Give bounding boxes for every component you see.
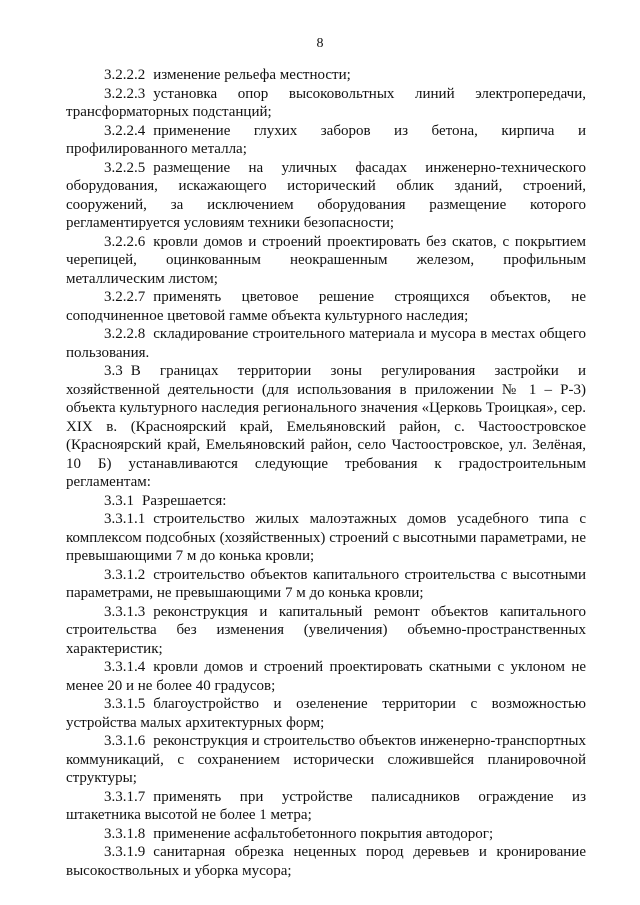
clause-text: реконструкция и капитальный ремонт объектов капитального строительства без изменения (увеличения) объемно-пространственных характеристик;: [66, 603, 586, 657]
clause-number: 3.3.1: [104, 492, 134, 509]
clause-number: 3.2.2.4: [104, 122, 146, 139]
clause-number: 3.2.2.6: [104, 233, 146, 250]
clause-3-3-1-6: [66, 732, 586, 788]
clause-3-3: [66, 362, 586, 492]
clause-text: складирование строительного материала и мусора в местах общего пользования.: [66, 326, 586, 361]
clause-text: кровли домов и строений проектировать без скатов, с покрытием черепицей, оцинкованным неокрашенным железом, профильным металлическим листом;: [66, 233, 586, 287]
clause-3-2-2-3: [66, 85, 586, 122]
clause-text: санитарная обрезка неценных пород деревьев и кронирование высокоствольных и уборка мусора;: [66, 844, 586, 879]
clause-3-3-1-3: [66, 603, 586, 659]
clause-number: 3.2.2.8: [104, 326, 146, 342]
clause-3-3-1-1: [66, 510, 586, 566]
clause-3-3-1-9: [66, 843, 586, 880]
clause-number: 3.2.2.2: [104, 67, 146, 83]
clause-number: 3.3.1.2: [104, 566, 146, 583]
clause-3-3-1-2: [66, 566, 586, 603]
document-body: [66, 66, 586, 880]
page-number: 8: [316, 36, 324, 51]
clause-number: 3.3.1.9: [104, 844, 146, 860]
clause-3-2-2-6: [66, 233, 586, 289]
clause-text: применять при устройстве палисадников ограждение из штакетника высотой не более 1 метра;: [66, 788, 586, 823]
clause-number: 3.2.2.7: [104, 289, 146, 305]
clause-number: 3.3.1.1: [104, 511, 146, 527]
clause-number: 3.3.1.7: [104, 788, 146, 805]
clause-text: установка опор высоковольтных линий электропередачи, трансформаторных подстанций;: [66, 85, 586, 120]
clause-number: 3.2.2.5: [104, 159, 146, 176]
clause-3-2-2-4: [66, 122, 586, 159]
clause-text: строительство объектов капитального строительства с высотными параметрами, не превышающими 7 м до конька кровли;: [66, 566, 586, 601]
clause-3-2-2-2: [66, 66, 586, 85]
clause-text: Разрешается:: [142, 492, 227, 509]
clause-text: благоустройство и озеленение территории с возможностью устройства малых архитектурных форм;: [66, 696, 586, 731]
clause-number: 3.2.2.3: [104, 85, 146, 102]
clause-number: 3.3.1.6: [104, 733, 146, 749]
clause-3-3-1-4: [66, 658, 586, 695]
clause-text: кровли домов и строений проектировать скатными с уклоном не менее 20 и не более 40 градусов;: [66, 659, 586, 694]
clause-number: 3.3.1.4: [104, 659, 146, 675]
clause-3-3-1-7: [66, 788, 586, 825]
clause-3-2-2-5: [66, 159, 586, 233]
clause-text: В границах территории зоны регулирования застройки и хозяйственной деятельности (для использования в приложении № 1 – Р-3) объекта культурного наследия регионального значения «Церковь Троицкая», сер. XIX в. (Красноярский край, Емельяновский район, с. Частоостровское (Красноярский край, Емельяновский район, село Частоостровское, ул. Зелёная, 10 Б) устанавливаются следующие требования к градостроительным регламентам:: [66, 363, 586, 490]
clause-text: размещение на уличных фасадах инженерно-технического оборудования, искажающего исторический облик зданий, строений, сооружений, за исключением оборудования размещение которого регламентируется условиям техники безопасности;: [66, 159, 586, 231]
clause-text: применение асфальтобетонного покрытия автодорог;: [153, 825, 494, 842]
clause-3-3-1: [66, 492, 586, 511]
clause-number: 3.3: [104, 363, 123, 379]
clause-text: реконструкция и строительство объектов инженерно-транспортных коммуникаций, с сохранением исторически сложившейся планировочной структуры;: [66, 733, 586, 786]
clause-3-3-1-5: [66, 695, 586, 732]
clause-text: строительство жилых малоэтажных домов усадебного типа с комплексом подсобных (хозяйственных) строений с высотными параметрами, не превышающими 7 м до конька кровли;: [66, 511, 586, 564]
clause-number: 3.3.1.3: [104, 603, 146, 620]
clause-3-2-2-8: [66, 325, 586, 362]
clause-number: 3.3.1.5: [104, 696, 146, 712]
clause-text: изменение рельефа местности;: [153, 67, 351, 83]
clause-3-3-1-8: [66, 825, 586, 844]
clause-text: применять цветовое решение строящихся объектов, не соподчиненное цветовой гамме объекта культурного наследия;: [66, 289, 586, 324]
clause-3-2-2-7: [66, 288, 586, 325]
clause-text: применение глухих заборов из бетона, кирпича и профилированного металла;: [66, 122, 586, 157]
clause-number: 3.3.1.8: [104, 825, 146, 842]
